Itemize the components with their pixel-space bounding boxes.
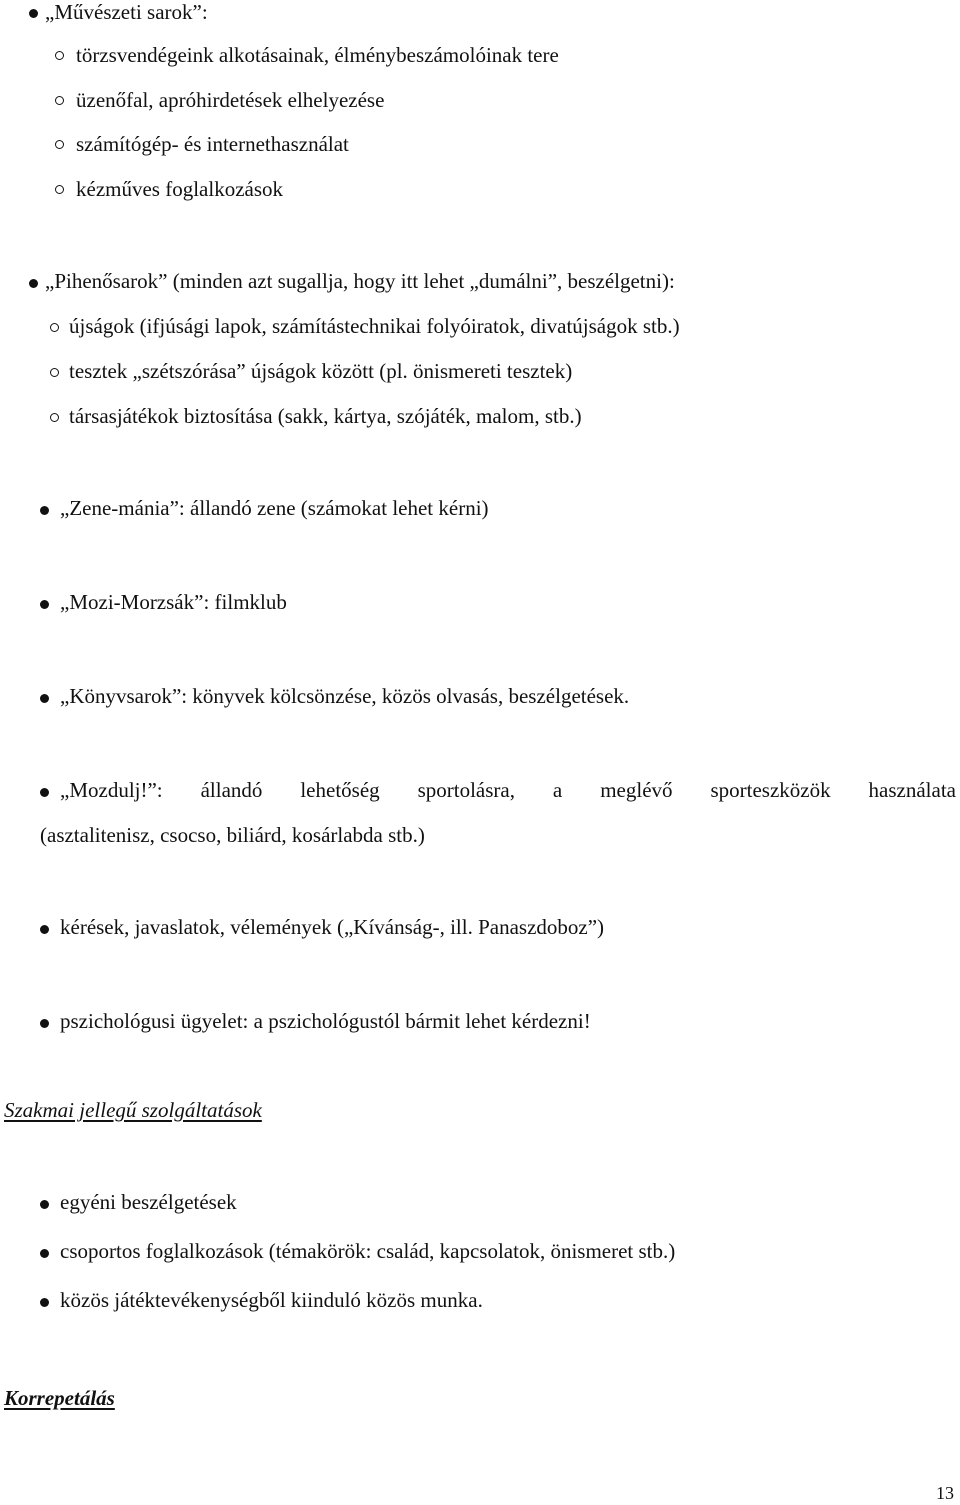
list-item: csoportos foglalkozások (témakörök: család, kapcsolatok, önismeret stb.)	[60, 1239, 676, 1263]
list-item-mozdulj-continued: (asztalitenisz, csocso, biliárd, kosárlabda stb.)	[40, 823, 425, 847]
sub-item: újságok (ifjúsági lapok, számítástechnikai folyóiratok, divatújságok stb.)	[69, 314, 680, 338]
page-number: 13	[936, 1483, 954, 1503]
circle-bullet-icon	[55, 140, 64, 149]
bullet-icon	[40, 694, 49, 703]
bullet-icon	[29, 9, 38, 18]
bullet-icon	[40, 506, 49, 515]
sub-item: tesztek „szétszórása” újságok között (pl. önismereti tesztek)	[69, 359, 573, 383]
sub-item: társasjátékok biztosítása (sakk, kártya, szójáték, malom, stb.)	[69, 404, 582, 428]
section-heading: Szakmai jellegű szolgáltatások	[4, 1098, 262, 1122]
list-item-zene-mania: „Zene-mánia”: állandó zene (számokat lehet kérni)	[60, 496, 489, 520]
section-heading: Korrepetálás	[4, 1386, 115, 1410]
list-item-kerések: kérések, javaslatok, vélemények („Kívánság-, ill. Panaszdoboz”)	[60, 915, 605, 939]
list-item: egyéni beszélgetések	[60, 1190, 237, 1214]
bullet-icon	[40, 925, 49, 934]
bullet-icon	[40, 1019, 49, 1028]
list-item-mozi-morzsak: „Mozi-Morzsák”: filmklub	[60, 590, 287, 614]
bullet-icon	[40, 1249, 49, 1258]
list-item-muveszeti-sarok: „Művészeti sarok”:	[45, 0, 208, 24]
list-item-mozdulj: „Mozdulj!”: állandó lehetőség sportolásra, a meglévő sporteszközök használata	[60, 778, 956, 802]
list-item: közös játéktevékenységből kiinduló közös munka.	[60, 1288, 483, 1312]
circle-bullet-icon	[55, 51, 64, 60]
list-item-konyvsarok: „Könyvsarok”: könyvek kölcsönzése, közös olvasás, beszélgetések.	[60, 684, 630, 708]
circle-bullet-icon	[50, 413, 59, 422]
list-item-pihenosarok: „Pihenősarok” (minden azt sugallja, hogy itt lehet „dumálni”, beszélgetni):	[45, 269, 675, 293]
sub-item: kézműves foglalkozások	[76, 177, 284, 201]
sub-item: üzenőfal, apróhirdetések elhelyezése	[76, 88, 385, 112]
bullet-icon	[40, 1200, 49, 1209]
circle-bullet-icon	[55, 96, 64, 105]
bullet-icon	[40, 1298, 49, 1307]
bullet-icon	[40, 788, 49, 797]
circle-bullet-icon	[50, 323, 59, 332]
sub-item: törzsvendégeink alkotásainak, élménybeszámolóinak tere	[76, 43, 559, 67]
circle-bullet-icon	[50, 368, 59, 377]
list-item-pszichologusi-ugyelet: pszichológusi ügyelet: a pszichológustól bármit lehet kérdezni!	[60, 1009, 591, 1033]
bullet-icon	[29, 279, 38, 288]
sub-item: számítógép- és internethasználat	[76, 132, 349, 156]
bullet-icon	[40, 600, 49, 609]
circle-bullet-icon	[55, 185, 64, 194]
